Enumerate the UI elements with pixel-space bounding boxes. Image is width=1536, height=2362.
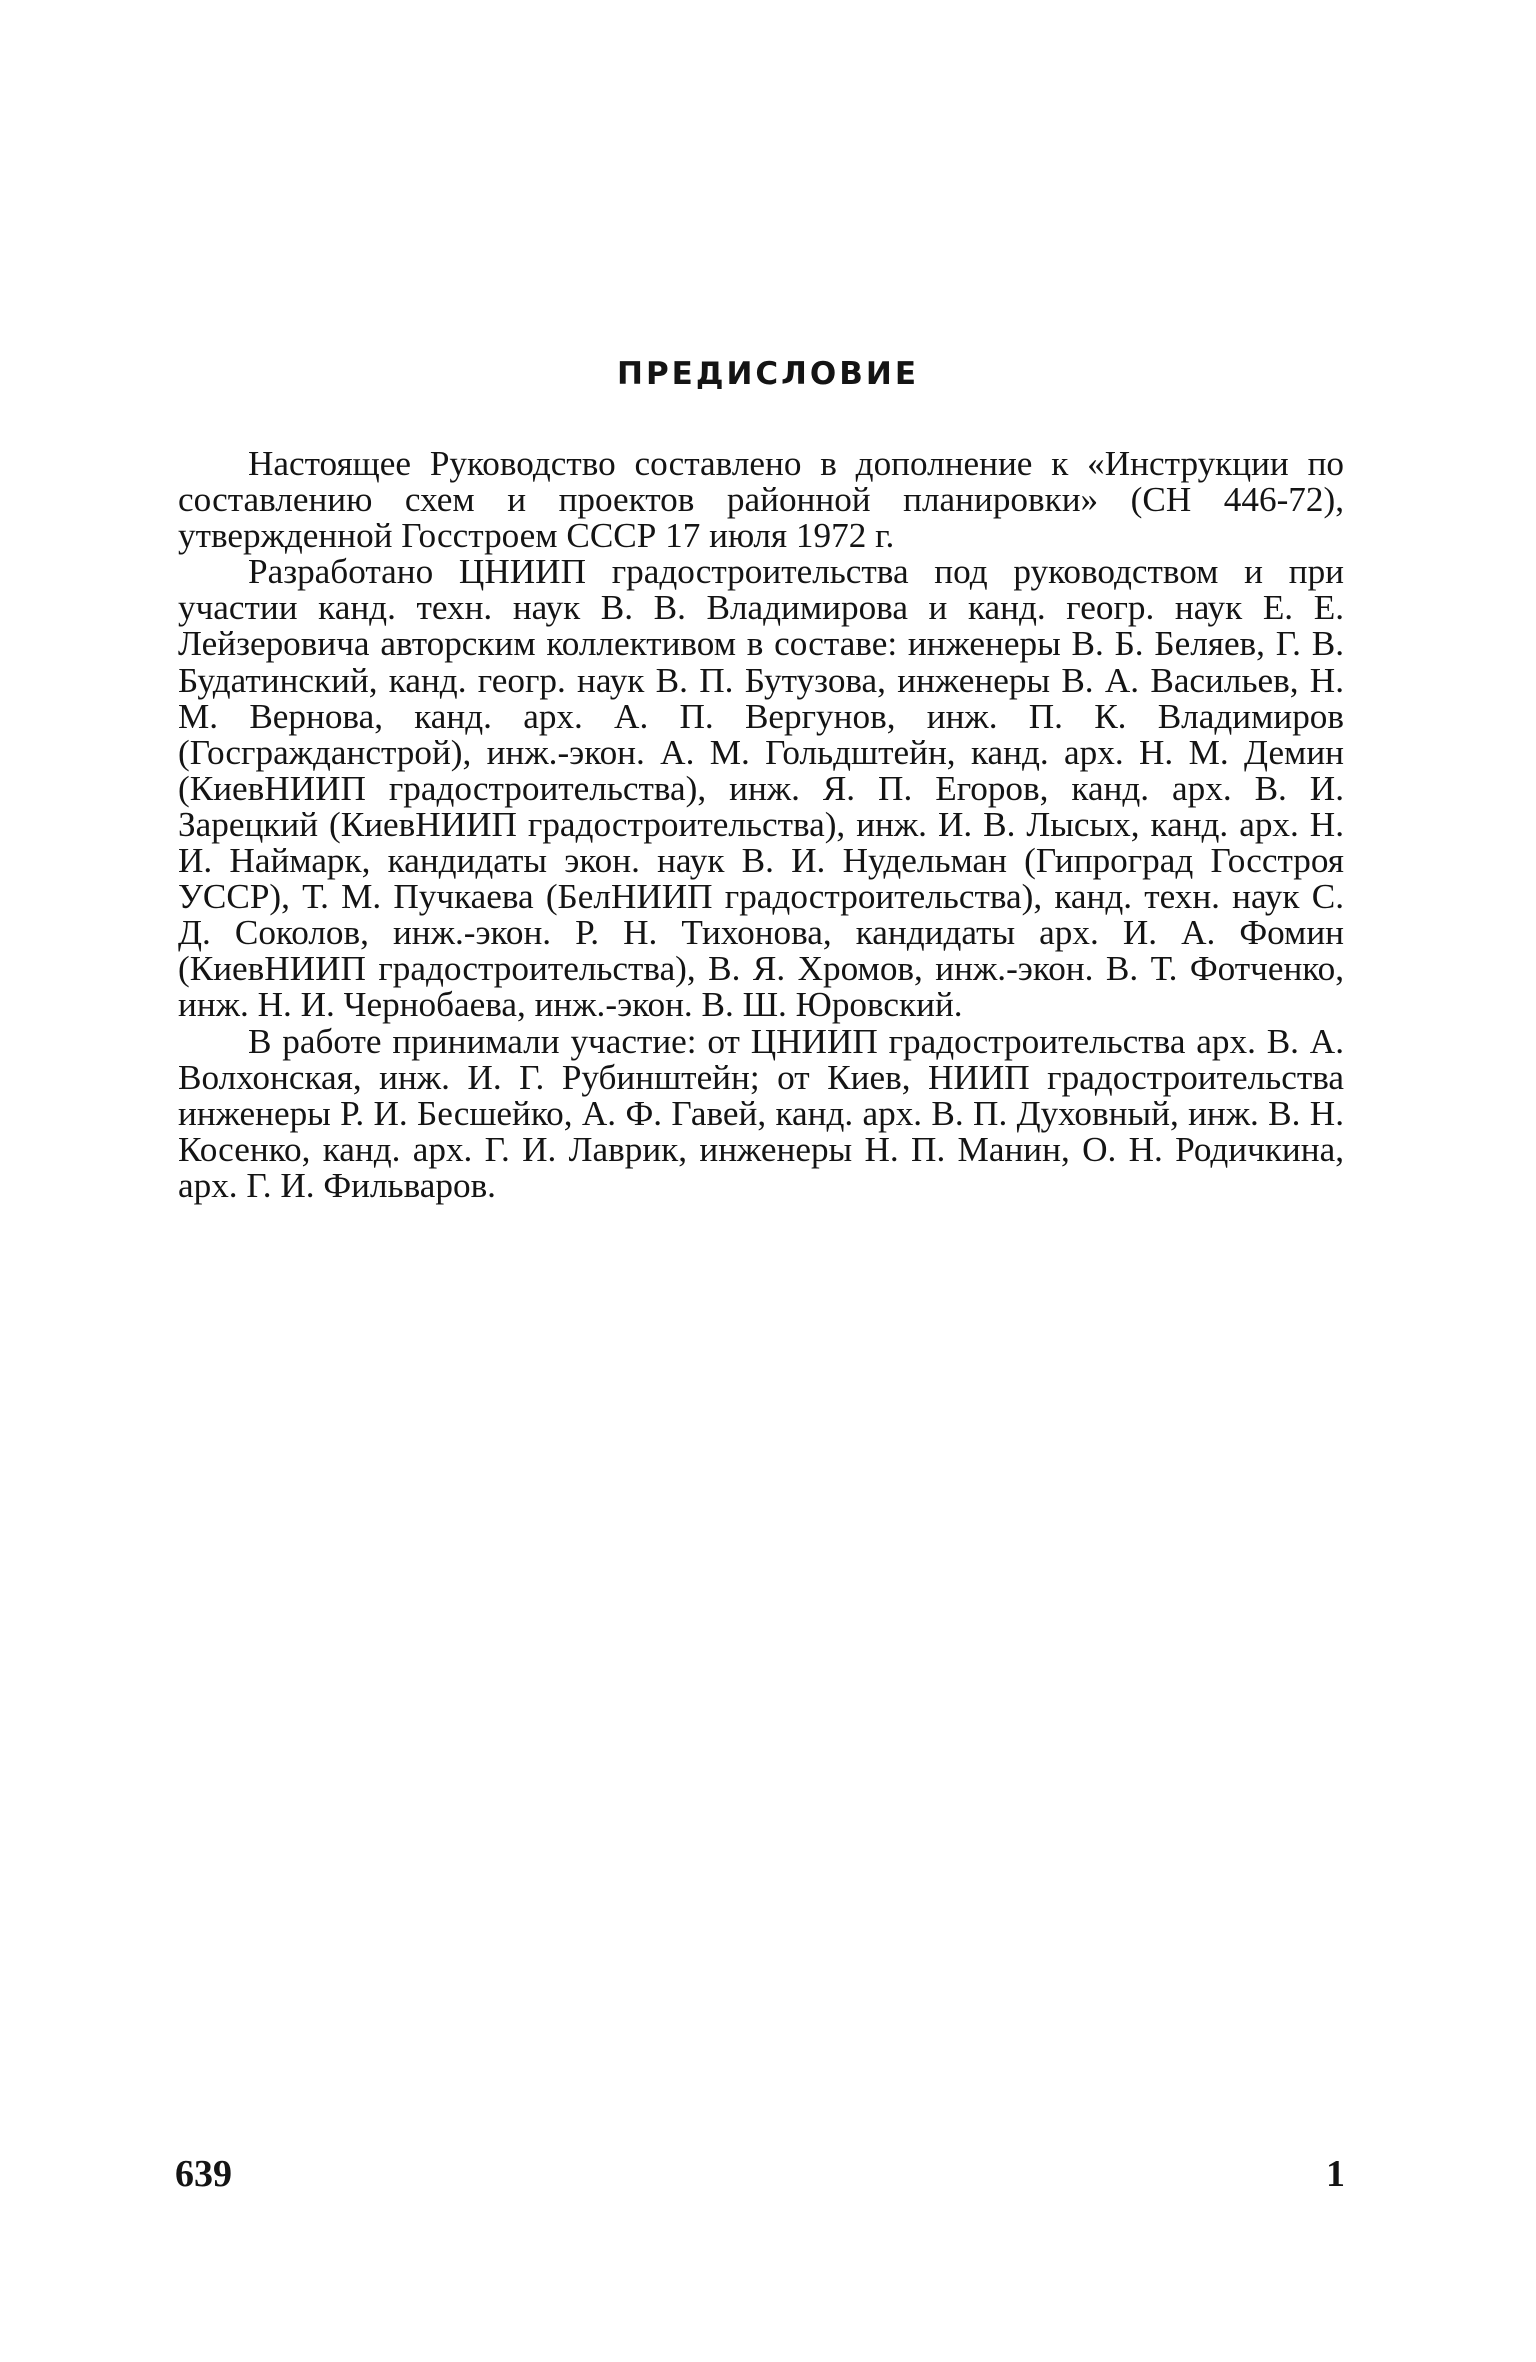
preface-body <box>178 446 1344 1204</box>
document-title: ПРЕДИСЛОВИЕ <box>617 356 919 392</box>
paragraph-participants: В работе принимали участие: от ЦНИИП градостроительства арх. В. А. Волхонская, инж. И. Г. Рубинштейн; от Киев, НИИП градостроительства инженеры Р. И. Бесшейко, А. Ф. Гавей, канд. арх. В. П. Духовный, инж. В. Н. Косенко, канд. арх. Г. И. Лаврик, инженеры Н. П. Манин, О. Н. Родичкина, арх. Г. И. Фильваров. <box>178 1021 1344 1205</box>
footer-sheet-number: 639 <box>175 2153 232 2195</box>
page-number: 1 <box>1326 2153 1345 2195</box>
paragraph-authors: Разработано ЦНИИП градостроительства под руководством и при участии канд. техн. наук В. В. Владимирова и канд. геогр. наук Е. Е. Лейзеровича авторским коллективом в составе: инженеры В. Б. Беляев, Г. В. Будатинский, канд. геогр. наук В. П. Бутузова, инженеры В. А. Васильев, Н. М. Вернова, канд. арх. А. П. Вергунов, инж. П. К. Владимиров (Госгражданстрой), инж.-экон. А. М. Гольдштейн, канд. арх. Н. М. Демин (КиевНИИП градостроительства), инж. Я. П. Егоров, канд. арх. В. И. Зарецкий (КиевНИИП градостроительства), инж. И. В. Лысых, канд. арх. Н. И. Наймарк, кандидаты экон. наук В. И. Нудельман (Гипроград Госстроя УССР), Т. М. Пучкаева (БелНИИП градостроительства), канд. техн. наук С. Д. Соколов, инж.-экон. Р. Н. Тихонова, кандидаты арх. И. А. Фомин (КиевНИИП градостроительства), В. Я. Хромов, инж.-экон. В. Т. Фотченко, инж. Н. И. Чернобаева, инж.-экон. В. Ш. Юровский. <box>178 552 1344 1025</box>
paragraph-intro: Настоящее Руководство составлено в дополнение к «Инструкции по составлению схем и проектов районной планировки» (СН 446-72), утвержденной Госстроем СССР 17 июля 1972 г. <box>178 444 1344 556</box>
